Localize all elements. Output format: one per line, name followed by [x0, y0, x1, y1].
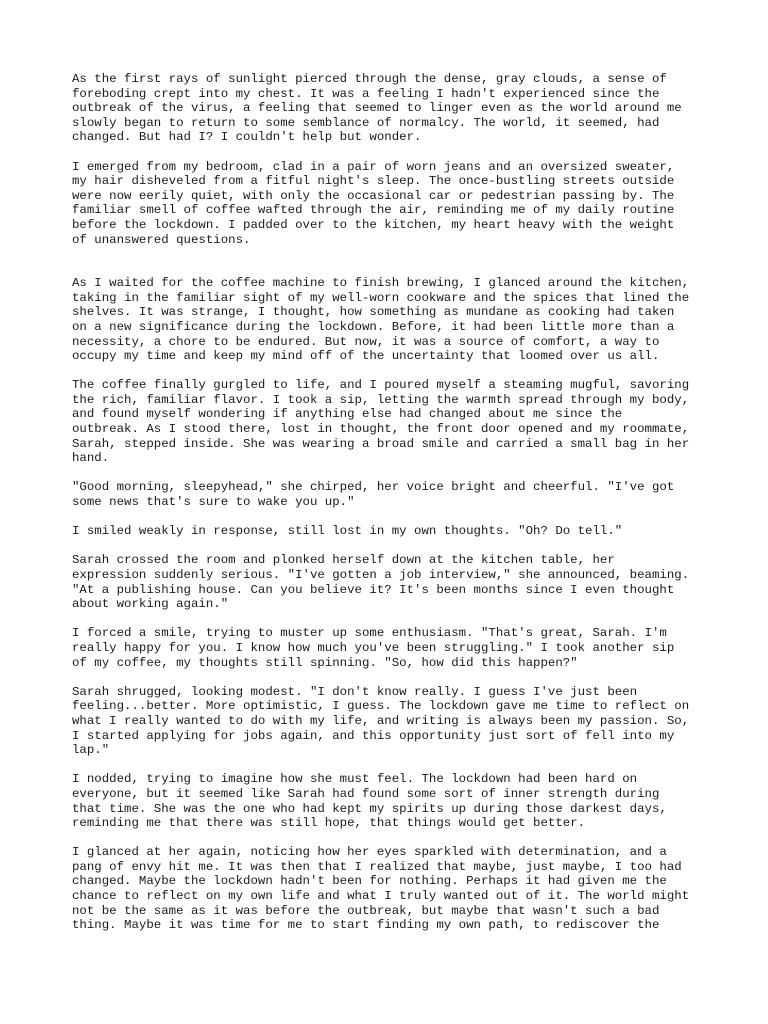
- paragraph-8: I forced a smile, trying to muster up some enthusiasm. "That's great, Sarah. I'm really happy for you. I know how much you've been struggling." I took another sip of my coffee, my thoughts still spinning. "So, how did this happen?": [72, 626, 675, 670]
- paragraph-6: I smiled weakly in response, still lost in my own thoughts. "Oh? Do tell.": [72, 524, 623, 539]
- paragraph-10: I nodded, trying to imagine how she must feel. The lockdown had been hard on everyone, but it seemed like Sarah had found some sort of inner strength during that time. She was the one who had kept my spirits up during those darkest days, reminding me that there was still hope, that things would get better.: [72, 772, 667, 831]
- paragraph-7: Sarah crossed the room and plonked herself down at the kitchen table, her expression suddenly serious. "I've gotten a job interview," she announced, beaming. "At a publishing house. Can you believe it? It's been months since I even thought about working again.": [72, 553, 690, 612]
- paragraph-1: As the first rays of sunlight pierced through the dense, gray clouds, a sense of foreboding crept into my chest. It was a feeling I hadn't experienced since the outbreak of the virus, a feeling that seemed to linger even as the world around me slowly began to return to some semblance of normalcy. The world, it seemed, had changed. But had I? I couldn't help but wonder.: [72, 72, 682, 145]
- story-text: [72, 72, 712, 947]
- paragraph-3: As I waited for the coffee machine to finish brewing, I glanced around the kitchen, taking in the familiar sight of my well-worn cookware and the spices that lined the shelves. It was strange, I thought, how something as mundane as cooking had taken on a new significance during the lockdown. Before, it had been little more than a necessity, a chore to be endured. But now, it was a source of comfort, a way to occupy my time and keep my mind off of the uncertainty that loomed over us all.: [72, 276, 690, 364]
- paragraph-5: "Good morning, sleepyhead," she chirped, her voice bright and cheerful. "I've got some news that's sure to wake you up.": [72, 480, 675, 510]
- paragraph-4: The coffee finally gurgled to life, and I poured myself a steaming mugful, savoring the rich, familiar flavor. I took a sip, letting the warmth spread through my body, and found myself wondering if anything else had changed about me since the outbreak. As I stood there, lost in thought, the front door opened and my roommate, Sarah, stepped inside. She was wearing a broad smile and carried a small bag in her hand.: [72, 378, 690, 466]
- paragraph-9: Sarah shrugged, looking modest. "I don't know really. I guess I've just been feeling...better. More optimistic, I guess. The lockdown gave me time to reflect on what I really wanted to do with my life, and writing is always been my passion. So, I started applying for jobs again, and this opportunity just sort of fell into my lap.": [72, 684, 690, 758]
- paragraph-11: I glanced at her again, noticing how her eyes sparkled with determination, and a pang of envy hit me. It was then that I realized that maybe, just maybe, I too had changed. Maybe the lockdown hadn't been for nothing. Perhaps it had given me the chance to reflect on my own life and what I truly wanted out of it. The world might not be the same as it was before the outbreak, but maybe that wasn't such a bad thing. Maybe it was time for me to start finding my own path, to rediscover the: [72, 845, 690, 933]
- paragraph-2: I emerged from my bedroom, clad in a pair of worn jeans and an oversized sweater, my hair disheveled from a fitful night's sleep. The once-bustling streets outside were now eerily quiet, with only the occasional car or pedestrian passing by. The familiar smell of coffee wafted through the air, reminding me of my daily routine before the lockdown. I padded over to the kitchen, my heart heavy with the weight of unanswered questions.: [72, 159, 675, 247]
